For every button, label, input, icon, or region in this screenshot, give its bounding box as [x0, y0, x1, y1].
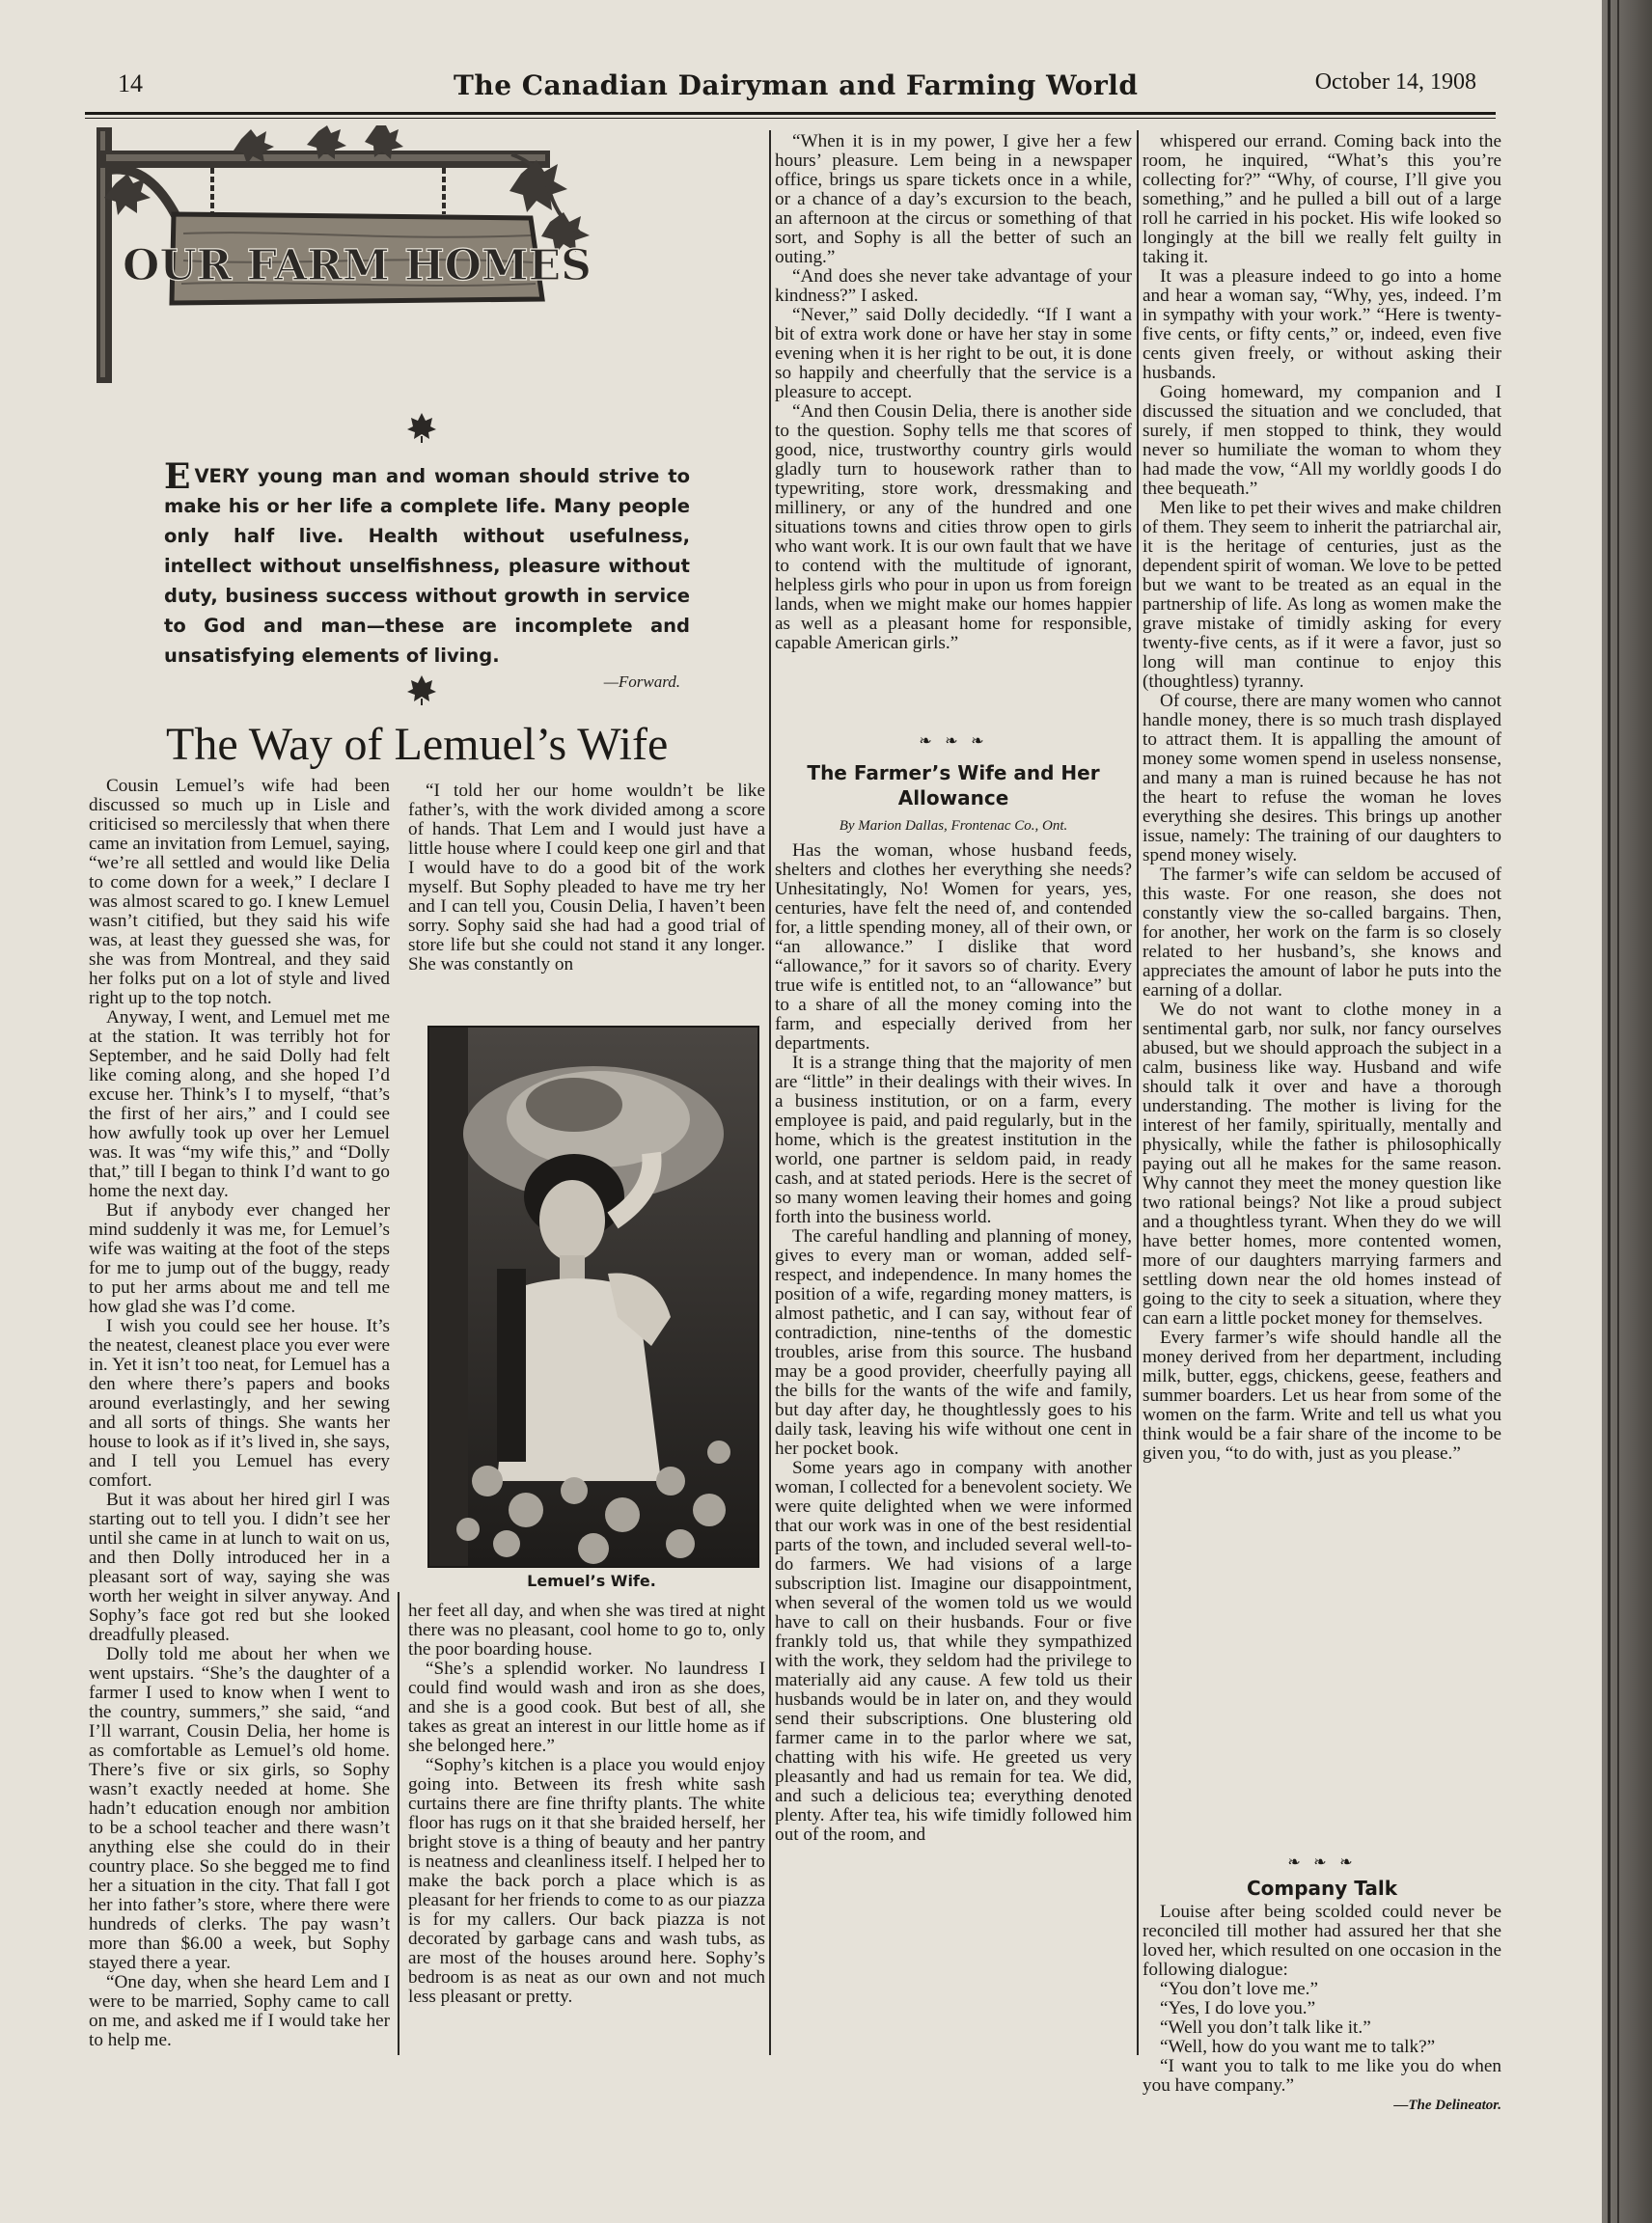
paragraph: Of course, there are many women who cannot handle money, there is so much trash displayed to attract them. It is appalling the amount of money some women spend in useless nonsense, and many a man is ruined because he has not the heart to refuse the woman he loves everything she desires. This brings up another issue, namely: The training of our daughters to spend money wisely. — [1143, 691, 1501, 865]
paragraph: “One day, when she heard Lem and I were to be married, Sophy came to call on me, and asked me if I would take her to help me. — [89, 1972, 390, 2050]
lemuel-column-3 — [775, 132, 1132, 653]
paragraph: “Sophy’s kitchen is a place you would enjoy going into. Between its fresh white sash curtains there are fine thrifty plants. The white floor has rugs on it that she braided herself, her bright stove is a thing of beauty and her pantry is neatness and cleanliness itself. I helped her to make the back porch a place which is as pleasant for her friends to come to as our piazza is for my callers. Our back piazza is not decorated by garbage cans and wash tubs, as are most of the houses around here. Sophy’s bedroom is as neat as our own and not much less pleasant or pretty. — [408, 1755, 765, 2007]
quote-text: VERY young man and woman should strive to make his or her life a complete life. Many people only half live. Health without usefulness, intellect without unselfishness, pleasure without duty, business success without growth in service to God and man—these are incomplete and unsatisfying elements of living. — [164, 465, 690, 667]
allowance-byline: By Marion Dallas, Frontenac Co., Ont. — [839, 818, 1068, 834]
company-talk-credit: —The Delineator. — [1393, 2098, 1501, 2113]
our-farm-homes-banner — [96, 125, 714, 386]
column-rule — [769, 130, 771, 2055]
paragraph: Going homeward, my companion and I discussed the situation and we concluded, that surely, if men stopped to think, they would never so humiliate the woman to whom they had made the vow, “All my worldly goods I do thee bequeath.” — [1143, 382, 1501, 499]
publication-title: The Canadian Dairyman and Farming World — [454, 69, 1139, 101]
paragraph: But it was about her hired girl I was starting out to tell you. I didn’t see her until she came in at lunch to wait on us, and then Dolly introduced her in a pleasant sort of way, saying she was worth her weight in silver anyway. And Sophy’s face got red but she looked dreadfully pleased. — [89, 1490, 390, 1645]
article-headline: The Way of Lemuel’s Wife — [166, 719, 669, 770]
paragraph: The farmer’s wife can seldom be accused of this waste. For one reason, she does not constantly view the so-called bargains. Then, for another, her work on the farm is so closely related to her husband’s, she knows and appreciates the amount of labor he puts into the earning of a dollar. — [1143, 864, 1501, 1001]
paragraph: “I want you to talk to me like you do when you have company.” — [1143, 2056, 1501, 2096]
lemuel-column-2-bottom — [408, 1602, 765, 2007]
paragraph: whispered our errand. Coming back into the room, he inquired, “What’s this you’re collecting for?” “Why, of course, I’ll give you something,” and he pulled a bill out of a large roll he carried in his pocket. His wife looked so longingly at the bill we really felt guilty in taking it. — [1143, 131, 1501, 267]
paragraph: her feet all day, and when she was tired at night there was no pleasant, cool home to go to, only the poor boarding house. — [408, 1601, 765, 1660]
paragraph: “She’s a splendid worker. No laundress I could find would wash and iron as she does, and she is a good cook. But best of all, she takes as great an interest in our little home as if she belonged here.” — [408, 1659, 765, 1756]
column-rule — [1137, 130, 1139, 2055]
company-talk-headline: Company Talk — [1246, 1877, 1398, 1900]
paragraph: Dolly told me about her when we went upstairs. “She’s the daughter of a farmer I used to know when I went to the country, summers,” she said, “and I’ll warrant, Cousin Delia, her home is as comfortable as Lemuel’s old home. There’s five or six girls, so Sophy wasn’t exactly needed at home. She hadn’t education enough nor ambition to be a school teacher and there wasn’t anything else she could do in their country place. So she begged me to find her a situation in the city. That fall I got her into father’s store, where there were hundreds of clerks. The pay wasn’t more than $6.00 a week, but Sophy stayed there a year. — [89, 1644, 390, 1973]
paragraph: “You don’t love me.” — [1160, 1979, 1318, 1999]
paragraph: “Well you don’t talk like it.” — [1160, 2017, 1371, 2038]
woman-portrait-icon — [429, 1028, 757, 1566]
paragraph: We do not want to clothe money in a sentimental garb, nor sulk, nor fancy ourselves abused, but we should approach the subject in a calm, business like way. Husband and wife should talk it over and have a thorough understanding. The mother is living for the interest of her family, spiritually, mentally and physically, while the father is philosophically paying out all he makes for the same reason. Why cannot they meet the money question like two rational beings? Not like a proud subject and a thoughtless tyrant. When they do we will have better homes, more contented women, more of our daughters marrying farmers and settling down near the old homes instead of going to the city to seek a situation, where they can earn a little pocket money for themselves. — [1143, 1000, 1501, 1329]
issue-date: October 14, 1908 — [1314, 69, 1476, 95]
paragraph: I wish you could see her house. It’s the neatest, cleanest place you ever were in. Yet it isn’t too neat, for Lemuel has a den where there’s papers and books around everlastingly, and her sewing and all sorts of things. She wants her house to look as if it’s lived in, she says, and I tell you Lemuel has every comfort. — [89, 1316, 390, 1491]
paragraph: But if anybody ever changed her mind suddenly it was me, for Lemuel’s wife was waiting at the foot of the steps for me to jump out of the buggy, ready to put her arms about me and tell me how glad she was I’d come. — [89, 1200, 390, 1317]
paragraph: “Well, how do you want me to talk?” — [1160, 2037, 1436, 2057]
paragraph: Men like to pet their wives and make children of them. They seem to inherit the patriarchal air, it is the heritage of centuries, just as the dependent spirit of woman. We love to be petted but we want to be treated as an equal in the partnership of life. As long as women make the grave mistake of timidly asking for every twenty-five cents, as if it were a favor, just so long will man continue to enjoy this (thoughtless) tyranny. — [1143, 498, 1501, 692]
paragraph: The careful handling and planning of money, gives to every man or woman, added self-respect, and independence. In many homes the position of a wife, regarding money matters, is almost pathetic, and I can say, without fear of contradiction, nine-tenths of the domestic troubles, arise from this source. The husband may be a good provider, cheerfully paying all the bills for the wants of the wife and family, but day after day, he thoughtlessly goes to his daily task, leaving his wife without one cent in her pocket book. — [775, 1226, 1132, 1459]
allowance-column-4 — [1143, 132, 1501, 1464]
paragraph: “I told her our home wouldn’t be like father’s, with the work divided among a score of hands. That Lem and I would just have a little house where I could keep one girl and that I would have to do a good bit of the work myself. But Sophy pleaded to have me try her and I can tell you, Cousin Delia, I haven’t been sorry. Sophy said she had had a good trial of store life but she could not stand it any longer. She was constantly on — [408, 781, 765, 974]
page-edge — [1602, 0, 1652, 2223]
portrait-photo — [427, 1026, 759, 1568]
paragraph: It was a pleasure indeed to go into a home and hear a woman say, “Why, yes, indeed. I’m in sympathy with your work.” “Here is twenty-five cents, or fifty cents,” or, indeed, even five cents given freely, or without asking their husbands. — [1143, 266, 1501, 383]
paragraph: “And then Cousin Delia, there is another side to the question. Sophy tells me that scores of good, nice, trustworthy country girls would gladly turn to housework rather than to typewriting, store work, dressmaking and millinery, or any of the hundred and one situations towns and cities throw open to girls who want work. It is our own fault that we have to contend with the multitude of ignorant, helpless girls who pour in upon us from foreign lands, when we might make our homes happier as well as a pleasant home for responsible, capable American girls.” — [775, 401, 1132, 653]
column-rule — [398, 1592, 399, 2055]
paragraph: Every farmer’s wife should handle all the money derived from her department, including milk, butter, eggs, chickens, geese, feathers and summer boarders. Let us hear from some of the women on the farm. Write and tell us what you think would be a fair share of the income to be given you, “to do with, just as you please.” — [1143, 1328, 1501, 1464]
section-divider: ❧ ❧ ❧ — [1287, 1852, 1357, 1871]
paragraph: Louise after being scolded could never be reconciled till mother had assured her that she loved her, which resulted on one occasion in the following dialogue: — [1143, 1902, 1501, 1980]
photo-caption: Lemuel’s Wife. — [527, 1572, 656, 1590]
intro-quote — [164, 456, 690, 694]
drop-cap: E — [164, 456, 191, 497]
paragraph: “When it is in my power, I give her a few hours’ pleasure. Lem being in a newspaper office, brings us spare tickets once in a while, or a chance of a day’s excursion to the beach, an afternoon at the circus or something of that sort, and Sophy is all the better of such an outing.” — [775, 131, 1132, 267]
paragraph: Some years ago in company with another woman, I collected for a benevolent society. We were quite delighted when we were informed that our work was in one of the best residential parts of the town, and included several well-to-do farmers. We had visions of a large subscription list. Imagine our disappointment, when several of the women told us we would have to call on their husbands. Four or five frankly told us, that while they sympathized with the work, they seldom had the privilege to materially aid any cause. A few told us their husbands would be in later on, and they would send their subscriptions. One blustering old farmer came in to the parlor where we sat, chatting with his wife. He greeted us very pleasantly and had us remain for tea. We did, and such a delicious tea; everything denoted plenty. After tea, his wife timidly followed him out of the room, and — [775, 1458, 1132, 1845]
paragraph: Has the woman, whose husband feeds, shelters and clothes her everything she needs? Unhesitatingly, No! Women for years, yes, centuries, have felt the need of, and contended for, a little spending money, all of their own, or “an allowance.” I dislike that word “allowance,” for it savors so of charity. Every true wife is entitled not, to an “allowance” but to a share of all the money coming into the farm, and especially derived from her departments. — [775, 840, 1132, 1054]
paragraph: “Never,” said Dolly decidedly. “If I want a bit of extra work done or have her stay in some evening when it is her right to be out, it is done so happily and cheerfully that the service is a pleasure to accept. — [775, 305, 1132, 402]
company-talk-body — [1143, 1903, 1501, 2115]
header-rule-thin — [85, 118, 1496, 119]
section-divider: ❧ ❧ ❧ — [919, 731, 988, 750]
allowance-headline: The Farmer’s Wife and Her Allowance — [807, 761, 1100, 810]
header-rule — [85, 112, 1496, 115]
page-number: 14 — [118, 69, 143, 97]
lemuel-column-2-top — [408, 782, 765, 974]
paragraph: Anyway, I went, and Lemuel met me at the station. It was terribly hot for September, and he said Dolly had felt like coming along, and she hoped I’d excuse her. Think’s I to myself, “that’s the first of her airs,” and I could see how awfully took up over her Lemuel was. It was “my wife this,” and “Dolly that,” till I began to think I’d want to go home the next day. — [89, 1007, 390, 1201]
paragraph: “Yes, I do love you.” — [1160, 1998, 1316, 2018]
page-header — [87, 69, 1496, 112]
quote-credit: —Forward. — [603, 672, 680, 691]
paragraph: Cousin Lemuel’s wife had been discussed so much up in Lisle and criticised so mercilessly that when there came an invitation from Lemuel, saying, “we’re all settled and would like Delia to come down for a week,” I declare I was almost scared to go. I knew Lemuel wasn’t citified, but they said his wife was, at least they guessed she was, for she was from Montreal, and they said her folks put on a lot of style and lived right up to the top notch. — [89, 776, 390, 1008]
allowance-column-3 — [775, 841, 1132, 1845]
paragraph: “And does she never take advantage of your kindness?” I asked. — [775, 266, 1132, 306]
maple-leaf-icon — [405, 411, 438, 444]
lemuel-column-1 — [89, 777, 390, 2050]
banner-sign-text: OUR FARM HOMES — [123, 241, 592, 290]
paragraph: It is a strange thing that the majority of men are “little” in their dealings with their wives. In a business institution, or on a farm, every employee is paid, and paid regularly, but in the home, which is the greatest institution in the world, one partner is seldom paid, in ready cash, and at stated periods. Here is the secret of so many women leaving their homes and going forth into the business world. — [775, 1053, 1132, 1227]
